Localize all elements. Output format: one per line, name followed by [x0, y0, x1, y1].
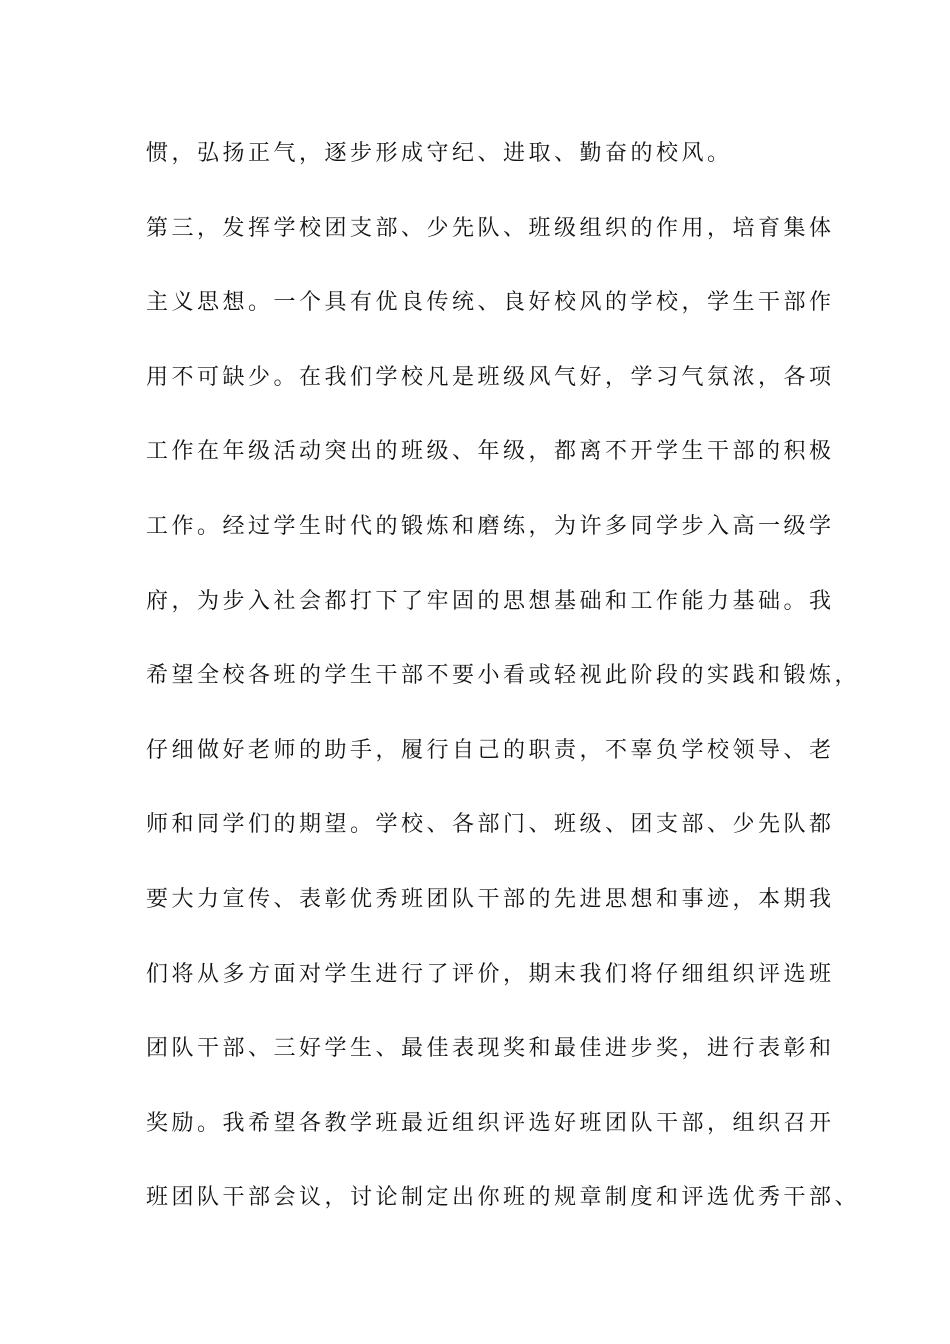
- text-line: 惯，弘扬正气，逐步形成守纪、进取、勤奋的校风。: [146, 141, 733, 166]
- text-line: 奖励。我希望各教学班最近组织评选好班团队干部，组织召开: [146, 1110, 835, 1136]
- text-line: 工作。经过学生时代的锻炼和磨练，为许多同学步入高一级学: [146, 513, 835, 539]
- text-line: 希望全校各班的学生干部不要小看或轻视此阶段的实践和锻炼，: [146, 663, 861, 689]
- text-line: 工作在年级活动突出的班级、年级，都离不开学生干部的积极: [146, 439, 835, 465]
- text-line: 师和同学们的期望。学校、各部门、班级、团支部、少先队都: [146, 812, 835, 838]
- text-line: 第三，发挥学校团支部、少先队、班级组织的作用，培育集体: [146, 215, 835, 241]
- text-line: 们将从多方面对学生进行了评价，期末我们将仔细组织评选班: [146, 961, 835, 987]
- text-line: 用不可缺少。在我们学校凡是班级风气好，学习气氛浓，各项: [146, 364, 835, 390]
- document-body: [146, 130, 861, 1249]
- text-line: 要大力宣传、表彰优秀班团队干部的先进思想和事迹，本期我: [146, 886, 835, 912]
- text-line: 府，为步入社会都打下了牢固的思想基础和工作能力基础。我: [146, 588, 835, 614]
- text-line: 主义思想。一个具有优良传统、良好校风的学校，学生干部作: [146, 290, 835, 316]
- text-line: 仔细做好老师的助手，履行自己的职责，不辜负学校领导、老: [146, 737, 835, 763]
- text-line: 团队干部、三好学生、最佳表现奖和最佳进步奖，进行表彰和: [146, 1036, 835, 1062]
- text-line: 班团队干部会议，讨论制定出你班的规章制度和评选优秀干部、: [146, 1185, 861, 1211]
